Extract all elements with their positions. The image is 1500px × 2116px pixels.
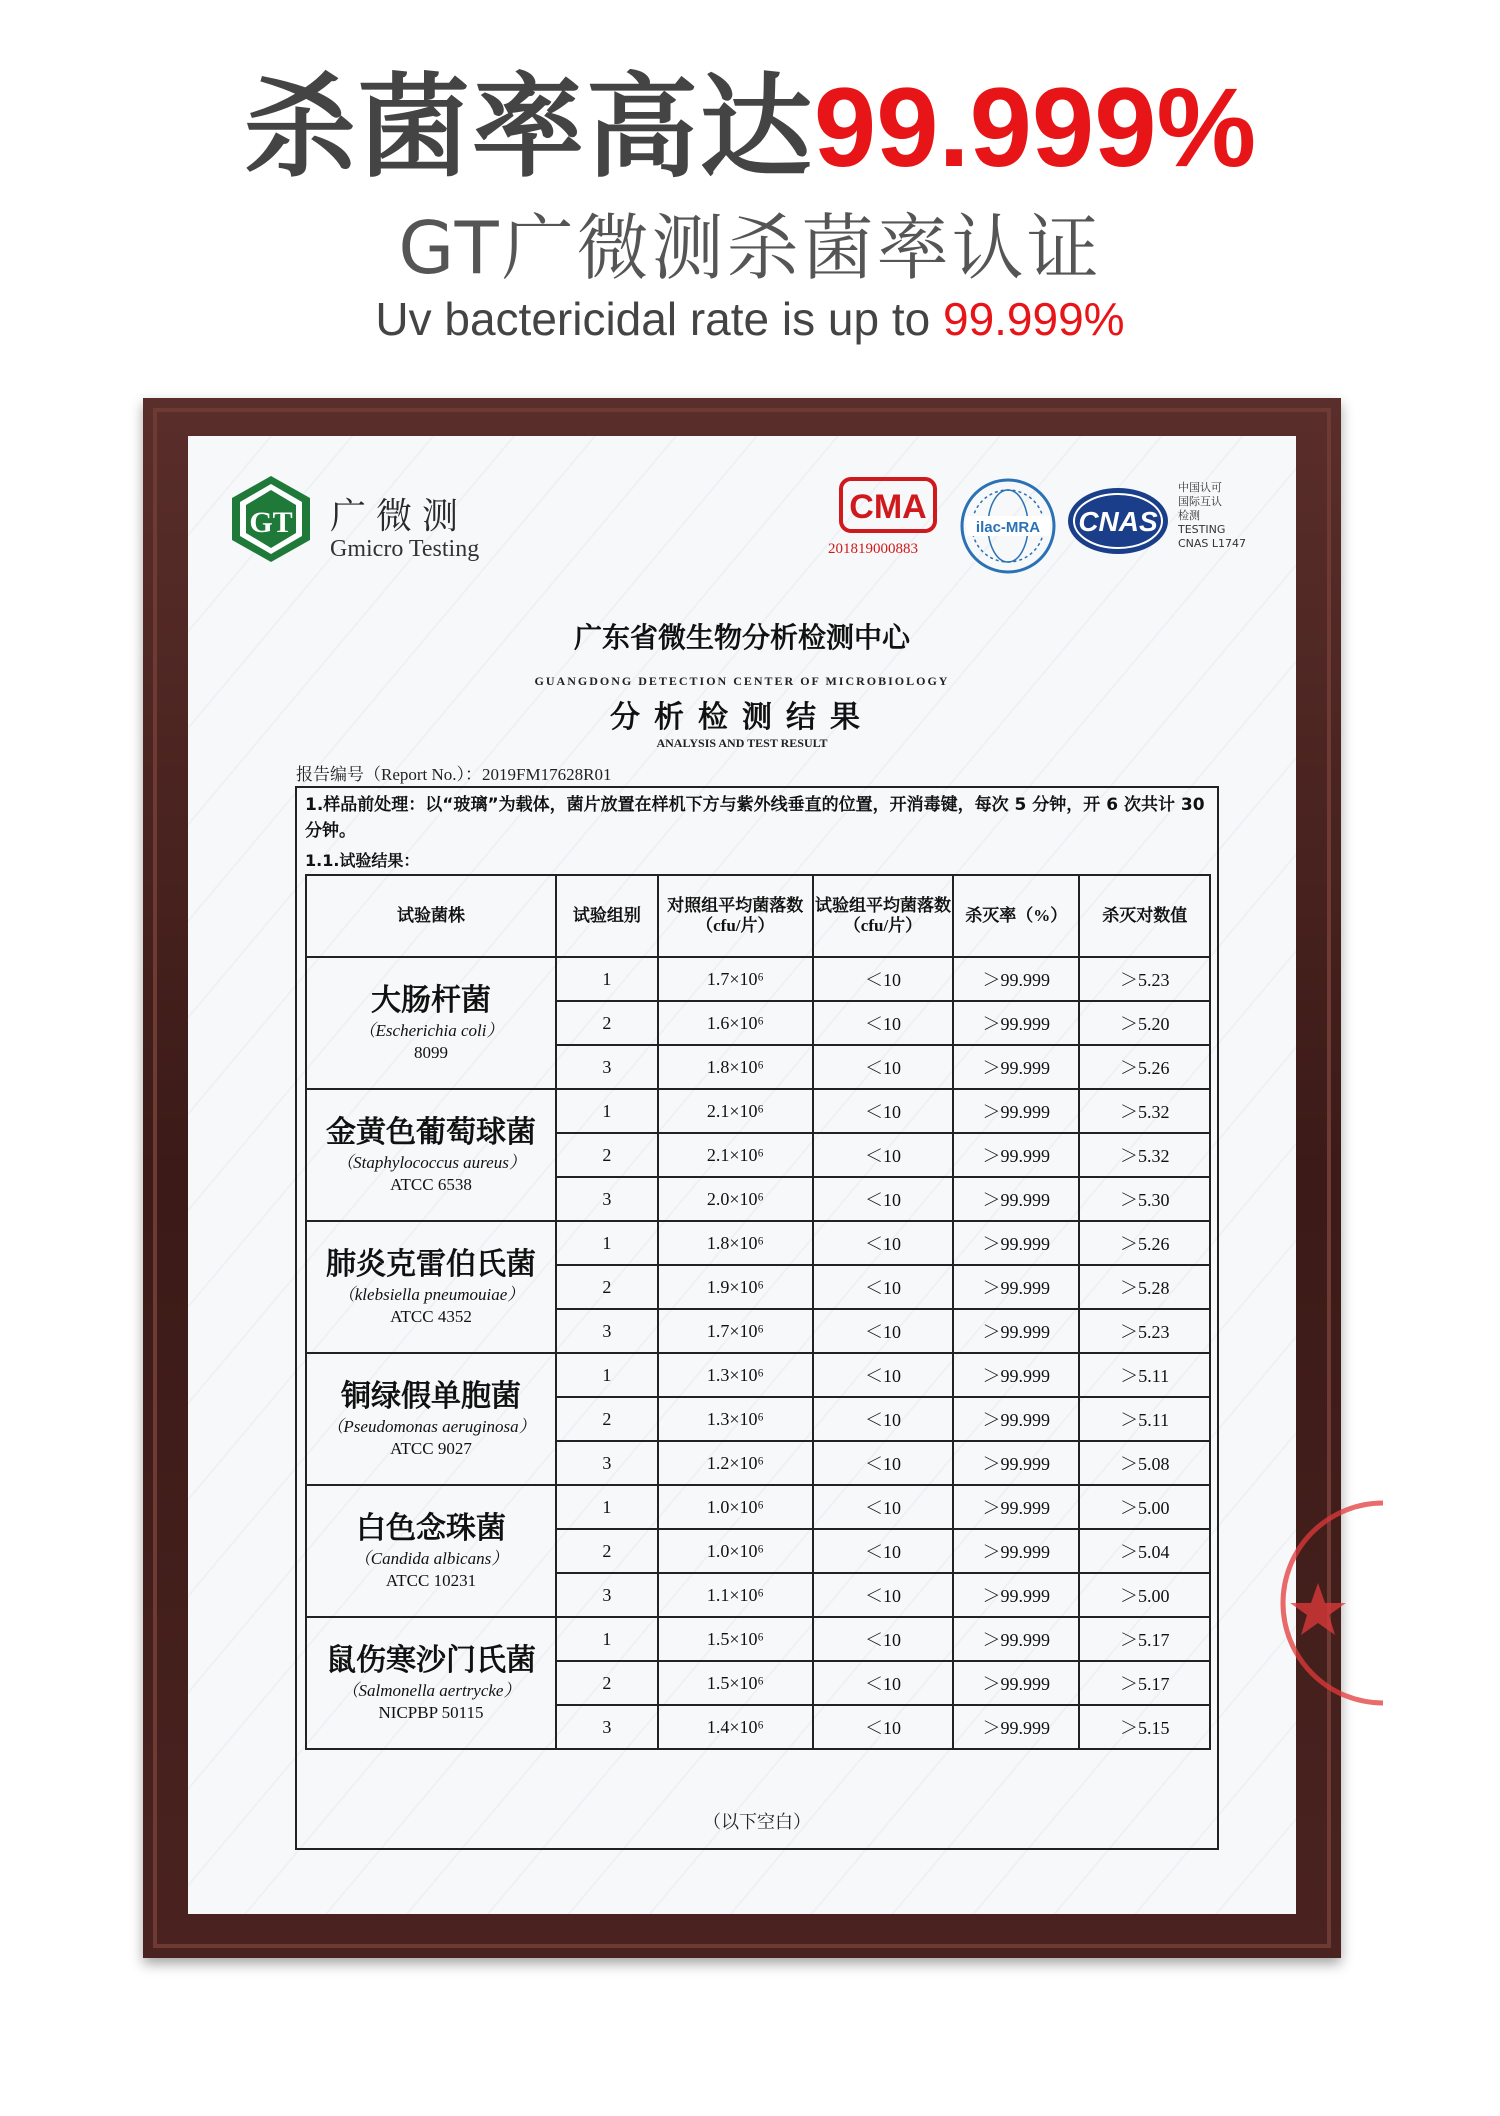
headline bbox=[0, 38, 1500, 199]
cnas-line: TESTING bbox=[1178, 523, 1226, 536]
cell-group: 3 bbox=[556, 1705, 658, 1749]
column-header: 对照组平均菌落数（cfu/片） bbox=[658, 875, 813, 957]
cell-rate: ＞99.999 bbox=[953, 1221, 1079, 1265]
cell-control: 1.2×10⁶ bbox=[658, 1441, 813, 1485]
certificate-paper bbox=[188, 436, 1296, 1914]
cell-group: 1 bbox=[556, 1089, 658, 1133]
cma-mark-icon bbox=[838, 476, 938, 534]
cell-group: 1 bbox=[556, 1617, 658, 1661]
cell-test: ＜10 bbox=[813, 1001, 953, 1045]
doc-title-cn: 分析检测结果 bbox=[610, 700, 874, 735]
cell-log: ＞5.28 bbox=[1079, 1265, 1210, 1309]
strain-cell bbox=[306, 957, 556, 1089]
cell-group: 3 bbox=[556, 1441, 658, 1485]
cell-control: 2.1×10⁶ bbox=[658, 1089, 813, 1133]
result-label: 1.1.试验结果： bbox=[305, 851, 420, 870]
strain-name-latin: （Staphylococcus aureus） bbox=[336, 1153, 526, 1172]
pretreatment-note: 1.样品前处理：以“玻璃”为载体，菌片放置在样机下方与紫外线垂直的位置，开消毒键，每次 5 分钟，开 6 次共计 30 分钟。 bbox=[305, 795, 1205, 841]
cell-log: ＞5.00 bbox=[1079, 1573, 1210, 1617]
cell-group: 1 bbox=[556, 1353, 658, 1397]
cell-group: 3 bbox=[556, 1309, 658, 1353]
cell-test: ＜10 bbox=[813, 1441, 953, 1485]
strain-code: ATCC 6538 bbox=[390, 1175, 472, 1194]
cell-control: 2.0×10⁶ bbox=[658, 1177, 813, 1221]
strain-name-latin: （Escherichia coli） bbox=[358, 1021, 504, 1040]
cell-control: 1.5×10⁶ bbox=[658, 1617, 813, 1661]
cell-test: ＜10 bbox=[813, 1705, 953, 1749]
subtitle-cn: GT广微测杀菌率认证 bbox=[398, 206, 1102, 290]
cell-log: ＞5.08 bbox=[1079, 1441, 1210, 1485]
cell-rate: ＞99.999 bbox=[953, 1177, 1079, 1221]
column-header: 杀灭率（%） bbox=[953, 875, 1079, 957]
column-header: 试验菌株 bbox=[306, 875, 556, 957]
cnas-line: 中国认可 bbox=[1178, 481, 1222, 494]
cell-rate: ＞99.999 bbox=[953, 1661, 1079, 1705]
strain-name-latin: （Pseudomonas aeruginosa） bbox=[326, 1417, 536, 1436]
headline-text: 杀菌率高达 bbox=[243, 63, 814, 193]
cell-rate: ＞99.999 bbox=[953, 957, 1079, 1001]
cell-log: ＞5.26 bbox=[1079, 1045, 1210, 1089]
cell-test: ＜10 bbox=[813, 1089, 953, 1133]
cell-group: 3 bbox=[556, 1573, 658, 1617]
cell-log: ＞5.32 bbox=[1079, 1133, 1210, 1177]
cell-test: ＜10 bbox=[813, 1353, 953, 1397]
results-box bbox=[295, 786, 1219, 1850]
strain-name-latin: （klebsiella pneumouiae） bbox=[337, 1285, 525, 1304]
strain-name-cn: 白色念珠菌 bbox=[356, 1511, 507, 1546]
column-header: 试验组平均菌落数（cfu/片） bbox=[813, 875, 953, 957]
cell-log: ＞5.23 bbox=[1079, 957, 1210, 1001]
cell-control: 1.4×10⁶ bbox=[658, 1705, 813, 1749]
cell-control: 1.0×10⁶ bbox=[658, 1485, 813, 1529]
cell-test: ＜10 bbox=[813, 1529, 953, 1573]
strain-name-latin: （Candida albicans） bbox=[353, 1549, 509, 1568]
cell-test: ＜10 bbox=[813, 1177, 953, 1221]
table-row bbox=[306, 1221, 1210, 1265]
cell-group: 2 bbox=[556, 1529, 658, 1573]
strain-name-cn: 大肠杆菌 bbox=[371, 983, 492, 1018]
cell-rate: ＞99.999 bbox=[953, 1133, 1079, 1177]
cell-rate: ＞99.999 bbox=[953, 1705, 1079, 1749]
headline-percent: 99.999% bbox=[813, 65, 1257, 190]
cell-control: 1.0×10⁶ bbox=[658, 1529, 813, 1573]
strain-cell bbox=[306, 1221, 556, 1353]
strain-code: ATCC 10231 bbox=[385, 1571, 477, 1590]
cell-rate: ＞99.999 bbox=[953, 1617, 1079, 1661]
cell-test: ＜10 bbox=[813, 1265, 953, 1309]
column-header: 试验组别 bbox=[556, 875, 658, 957]
cell-control: 1.8×10⁶ bbox=[658, 1045, 813, 1089]
cell-rate: ＞99.999 bbox=[953, 1089, 1079, 1133]
cell-control: 1.8×10⁶ bbox=[658, 1221, 813, 1265]
cell-rate: ＞99.999 bbox=[953, 1045, 1079, 1089]
column-header: 杀灭对数值 bbox=[1079, 875, 1210, 957]
cell-rate: ＞99.999 bbox=[953, 1573, 1079, 1617]
cell-log: ＞5.17 bbox=[1079, 1617, 1210, 1661]
cell-group: 3 bbox=[556, 1177, 658, 1221]
cell-rate: ＞99.999 bbox=[953, 1485, 1079, 1529]
cell-rate: ＞99.999 bbox=[953, 1529, 1079, 1573]
subtitle-en bbox=[0, 292, 1500, 346]
cell-rate: ＞99.999 bbox=[953, 1353, 1079, 1397]
table-row bbox=[306, 957, 1210, 1001]
cell-test: ＜10 bbox=[813, 1133, 953, 1177]
cell-test: ＜10 bbox=[813, 1221, 953, 1265]
strain-name-cn: 肺炎克雷伯氏菌 bbox=[326, 1247, 537, 1282]
strain-code: ATCC 9027 bbox=[390, 1439, 472, 1458]
cnas-line: 检测 bbox=[1178, 509, 1200, 522]
cell-control: 1.9×10⁶ bbox=[658, 1265, 813, 1309]
cell-group: 2 bbox=[556, 1001, 658, 1045]
cell-group: 3 bbox=[556, 1045, 658, 1089]
cell-log: ＞5.32 bbox=[1079, 1089, 1210, 1133]
cell-test: ＜10 bbox=[813, 1661, 953, 1705]
cell-control: 1.1×10⁶ bbox=[658, 1573, 813, 1617]
strain-cell bbox=[306, 1089, 556, 1221]
cell-group: 2 bbox=[556, 1397, 658, 1441]
cell-group: 2 bbox=[556, 1133, 658, 1177]
cell-test: ＜10 bbox=[813, 1617, 953, 1661]
results-body bbox=[306, 957, 1210, 1749]
cell-log: ＞5.23 bbox=[1079, 1309, 1210, 1353]
cell-rate: ＞99.999 bbox=[953, 1265, 1079, 1309]
cell-control: 1.7×10⁶ bbox=[658, 957, 813, 1001]
ilac-mark-text: ilac-MRA bbox=[975, 519, 1041, 536]
red-seal-icon bbox=[1263, 1488, 1383, 1718]
cell-test: ＜10 bbox=[813, 1397, 953, 1441]
strain-name-cn: 铜绿假单胞菌 bbox=[341, 1379, 522, 1414]
report-number: 报告编号（Report No.）：2019FM17628R01 bbox=[296, 765, 612, 784]
cell-control: 1.6×10⁶ bbox=[658, 1001, 813, 1045]
org-name-cn: 广东省微生物分析检测中心 bbox=[573, 621, 910, 654]
cell-test: ＜10 bbox=[813, 1485, 953, 1529]
cell-log: ＞5.20 bbox=[1079, 1001, 1210, 1045]
cnas-line: CNAS L1747 bbox=[1178, 537, 1247, 550]
cell-control: 2.1×10⁶ bbox=[658, 1133, 813, 1177]
cell-control: 1.5×10⁶ bbox=[658, 1661, 813, 1705]
doc-title-en: ANALYSIS AND TEST RESULT bbox=[656, 736, 828, 750]
cell-group: 2 bbox=[556, 1661, 658, 1705]
certificate-frame bbox=[143, 398, 1341, 1958]
cell-group: 1 bbox=[556, 957, 658, 1001]
cma-mark-text: CMA bbox=[849, 488, 927, 526]
strain-cell bbox=[306, 1485, 556, 1617]
cma-number: 201819000883 bbox=[828, 541, 918, 557]
subtitle-en-text: Uv bactericidal rate is up to bbox=[375, 293, 931, 345]
table-row bbox=[306, 1089, 1210, 1133]
logo-cn: 广微测 bbox=[330, 496, 469, 537]
cnas-mark-text: CNAS bbox=[1078, 506, 1158, 537]
cnas-line: 国际互认 bbox=[1178, 495, 1222, 508]
cell-log: ＞5.17 bbox=[1079, 1661, 1210, 1705]
strain-code: 8099 bbox=[414, 1043, 449, 1062]
cell-test: ＜10 bbox=[813, 1573, 953, 1617]
table-header-row bbox=[306, 875, 1210, 957]
cell-log: ＞5.04 bbox=[1079, 1529, 1210, 1573]
strain-cell bbox=[306, 1617, 556, 1749]
gt-logo-mark: GT bbox=[249, 506, 293, 539]
cell-log: ＞5.11 bbox=[1079, 1397, 1210, 1441]
cell-log: ＞5.11 bbox=[1079, 1353, 1210, 1397]
cell-group: 2 bbox=[556, 1265, 658, 1309]
cell-log: ＞5.15 bbox=[1079, 1705, 1210, 1749]
cell-control: 1.3×10⁶ bbox=[658, 1397, 813, 1441]
cnas-caption bbox=[1178, 481, 1258, 551]
cell-test: ＜10 bbox=[813, 957, 953, 1001]
cell-log: ＞5.26 bbox=[1079, 1221, 1210, 1265]
cell-test: ＜10 bbox=[813, 1309, 953, 1353]
blank-note: （以下空白） bbox=[703, 1812, 811, 1833]
table-row bbox=[306, 1617, 1210, 1661]
gt-logo-icon bbox=[230, 474, 312, 564]
cell-rate: ＞99.999 bbox=[953, 1309, 1079, 1353]
cell-control: 1.7×10⁶ bbox=[658, 1309, 813, 1353]
table-row bbox=[306, 1353, 1210, 1397]
strain-code: ATCC 4352 bbox=[390, 1307, 472, 1326]
subtitle-en-percent: 99.999% bbox=[942, 293, 1125, 345]
cell-control: 1.3×10⁶ bbox=[658, 1353, 813, 1397]
cell-group: 1 bbox=[556, 1221, 658, 1265]
table-row bbox=[306, 1485, 1210, 1529]
strain-code: NICPBP 50115 bbox=[378, 1703, 484, 1722]
cell-rate: ＞99.999 bbox=[953, 1397, 1079, 1441]
cell-rate: ＞99.999 bbox=[953, 1001, 1079, 1045]
logo-en: Gmicro Testing bbox=[330, 536, 480, 562]
cell-rate: ＞99.999 bbox=[953, 1441, 1079, 1485]
cell-log: ＞5.00 bbox=[1079, 1485, 1210, 1529]
cell-test: ＜10 bbox=[813, 1045, 953, 1089]
cell-log: ＞5.30 bbox=[1079, 1177, 1210, 1221]
ilac-mra-icon bbox=[958, 476, 1058, 576]
cell-group: 1 bbox=[556, 1485, 658, 1529]
strain-name-latin: （Salmonella aertrycke） bbox=[341, 1681, 521, 1700]
strain-name-cn: 鼠伤寒沙门氏菌 bbox=[326, 1643, 537, 1678]
results-table bbox=[305, 874, 1211, 1750]
org-name-en: GUANGDONG DETECTION CENTER OF MICROBIOLOGY bbox=[534, 674, 950, 688]
cnas-mark-icon bbox=[1066, 486, 1170, 556]
strain-cell bbox=[306, 1353, 556, 1485]
strain-name-cn: 金黄色葡萄球菌 bbox=[326, 1115, 537, 1150]
